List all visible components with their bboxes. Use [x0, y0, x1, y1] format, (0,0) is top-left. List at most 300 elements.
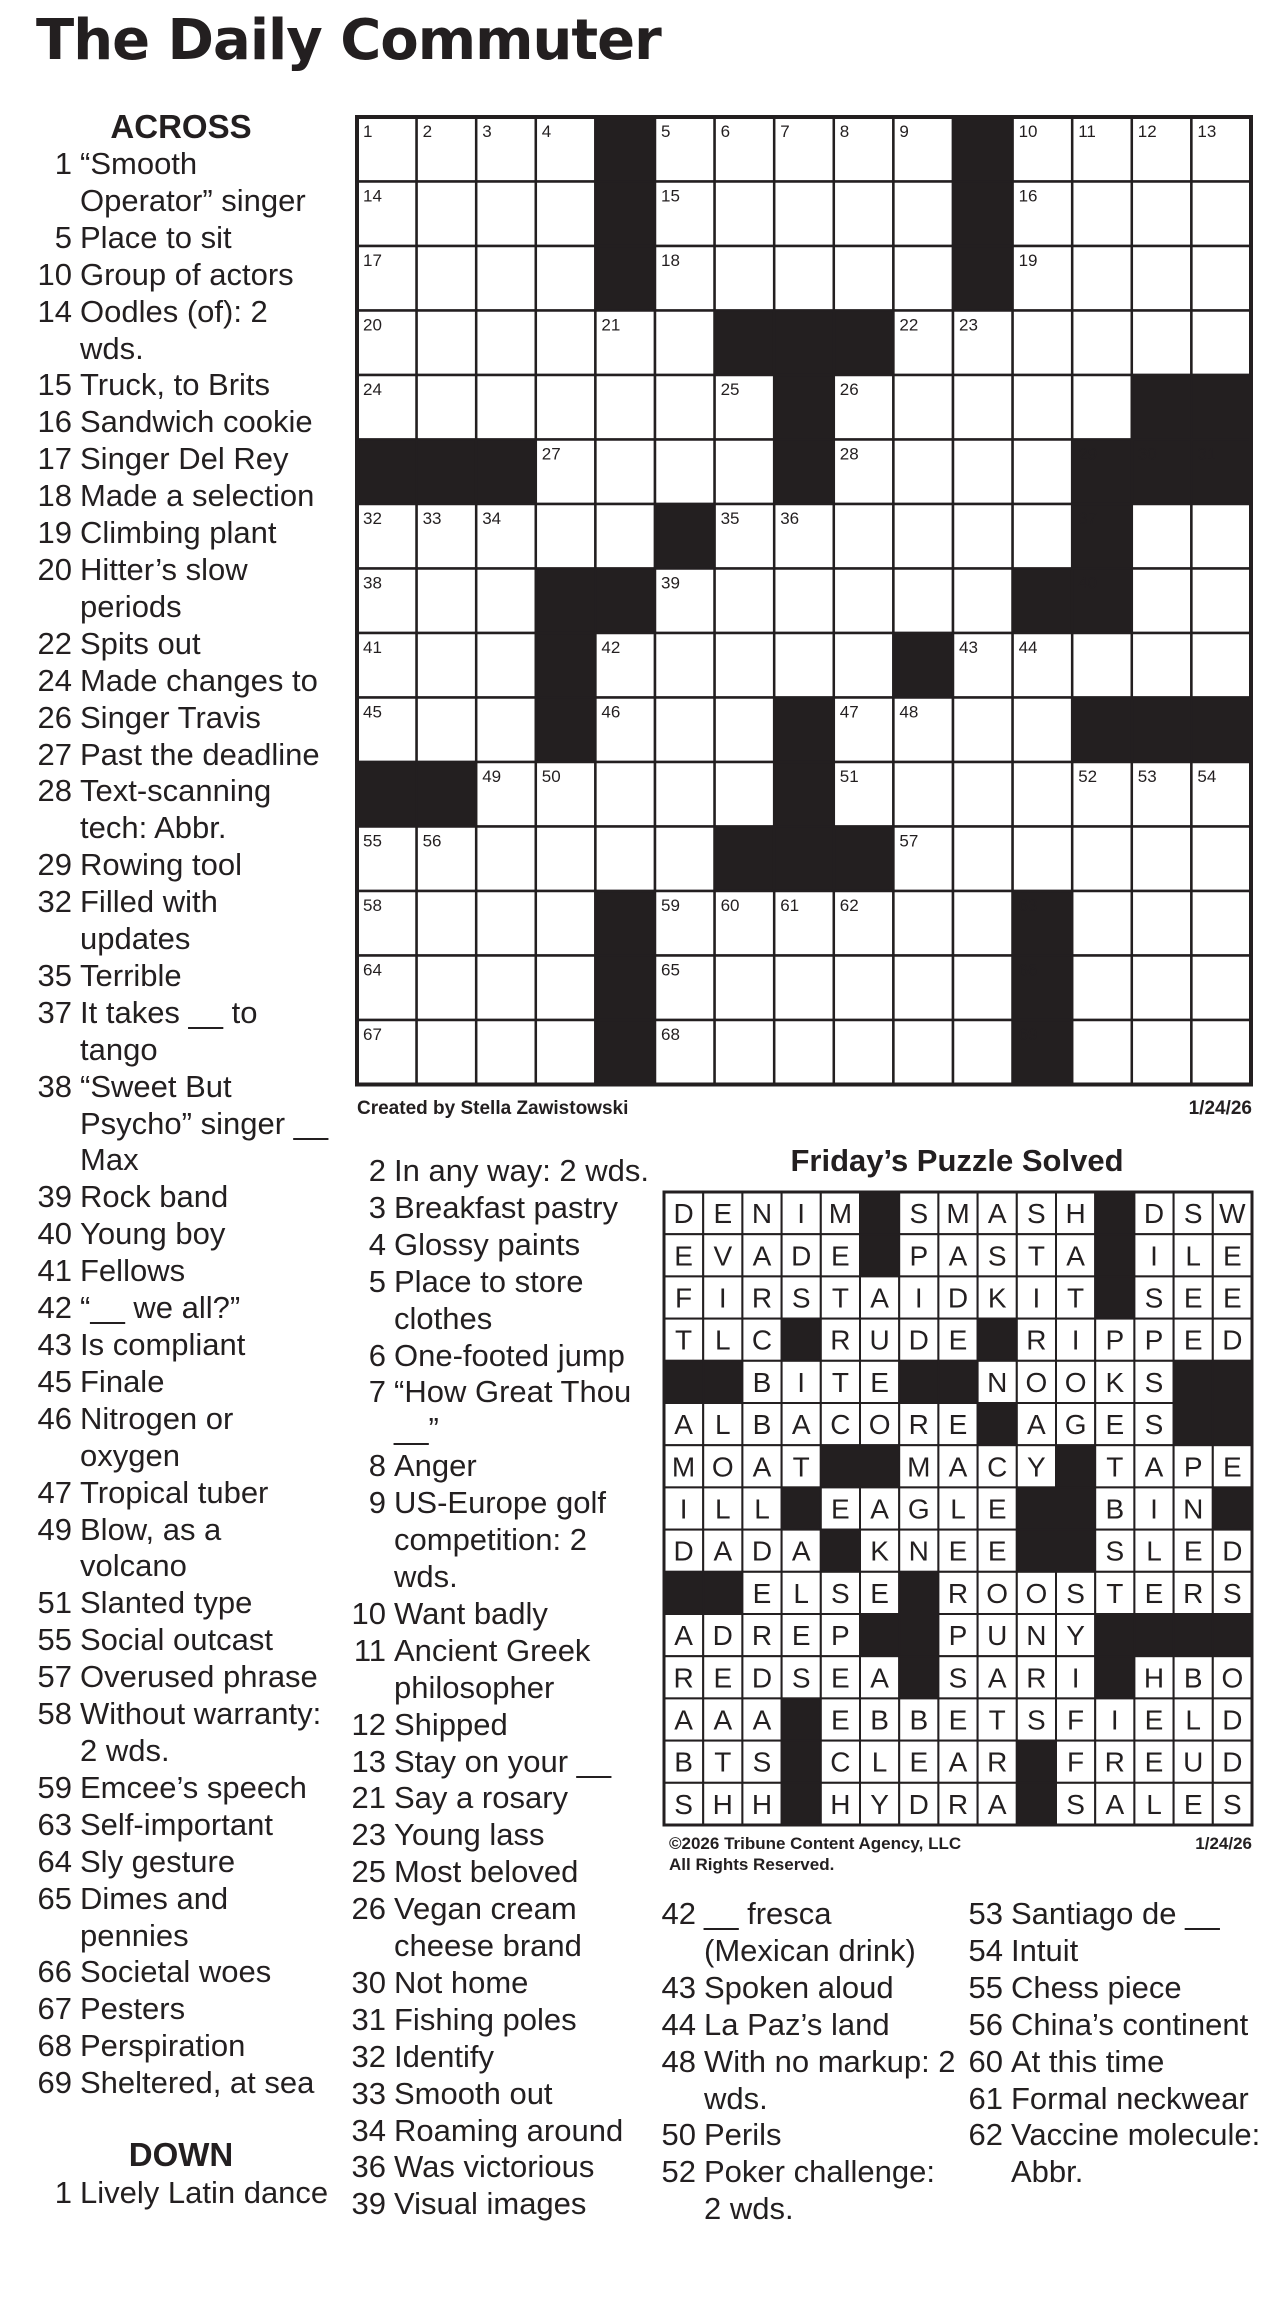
answer-cell[interactable] [417, 375, 477, 440]
clue-text: Perils [704, 2117, 782, 2153]
clue-number: 38 [37, 1068, 72, 1104]
clue-text: Want badly [394, 1595, 548, 1631]
answer-cell[interactable] [595, 827, 655, 892]
crossword-grid[interactable] [355, 115, 1255, 1090]
answer-cell[interactable] [1191, 827, 1251, 892]
cell-number: 65 [661, 960, 680, 980]
black-square [774, 698, 834, 763]
solved-letter: I [797, 1198, 806, 1230]
solved-puzzle-title: Friday’s Puzzle Solved [790, 1143, 1124, 1178]
answer-cell[interactable] [476, 698, 536, 763]
black-square [1191, 698, 1251, 763]
clue-number: 58 [37, 1696, 72, 1732]
answer-cell[interactable] [536, 504, 596, 569]
solved-letter: N [1026, 1620, 1047, 1652]
solved-letter: U [869, 1324, 890, 1356]
cell-number: 68 [661, 1025, 680, 1044]
cell-number: 52 [1078, 767, 1098, 786]
answer-cell[interactable] [476, 956, 536, 1021]
clue-text: In any way: 2 wds. [394, 1153, 650, 1188]
solved-letter: R [987, 1746, 1008, 1778]
clue-text: Vegan cream cheese brand [394, 1891, 582, 1964]
answer-cell[interactable] [774, 246, 834, 311]
answer-cell[interactable] [476, 375, 536, 440]
black-square [834, 827, 894, 892]
puzzle-credit: Created by Stella Zawistowski [357, 1098, 629, 1119]
solved-letter: A [713, 1535, 733, 1567]
black-square [1017, 1741, 1056, 1783]
clue-item [36, 367, 336, 404]
answer-cell[interactable] [536, 375, 596, 440]
answer-cell[interactable] [953, 956, 1013, 1021]
answer-cell[interactable] [834, 1020, 894, 1085]
black-square [782, 1487, 821, 1529]
black-square [1132, 698, 1192, 763]
solved-letter: S [791, 1662, 811, 1694]
clue-text: Tropical tuber [80, 1474, 269, 1510]
answer-cell[interactable] [1191, 891, 1251, 956]
solved-letter: H [712, 1788, 733, 1820]
clue-item [36, 1327, 336, 1364]
solved-letter: E [948, 1324, 968, 1356]
solved-letter: E [987, 1493, 1007, 1525]
black-square [834, 311, 894, 376]
answer-cell[interactable] [834, 569, 894, 634]
clue-text: Climbing plant [80, 515, 277, 551]
answer-cell[interactable] [536, 891, 596, 956]
clue-item [660, 1896, 960, 1970]
clue-item [36, 1696, 336, 1770]
black-square [774, 311, 834, 376]
answer-cell[interactable] [417, 633, 477, 698]
answer-cell[interactable] [953, 698, 1013, 763]
clue-number: 49 [37, 1511, 72, 1547]
answer-cell[interactable] [953, 891, 1013, 956]
solved-letter: F [1067, 1704, 1085, 1736]
clue-item [350, 1374, 650, 1448]
cell-number: 36 [780, 509, 800, 528]
answer-cell[interactable] [1132, 1020, 1192, 1085]
cell-number: 47 [839, 702, 859, 722]
answer-cell[interactable] [1191, 182, 1251, 247]
answer-cell[interactable] [1132, 311, 1192, 376]
clue-text: Poker challenge: 2 wds. [704, 2154, 935, 2227]
solved-letter: A [752, 1704, 772, 1736]
cell-number: 57 [899, 831, 919, 851]
clue-text: With no markup: 2 wds. [704, 2043, 956, 2116]
solved-letter: P [909, 1240, 929, 1272]
answer-cell[interactable] [476, 569, 536, 634]
black-square [664, 1572, 703, 1614]
black-square [782, 1698, 821, 1740]
answer-cell[interactable] [893, 891, 953, 956]
clue-text: Pesters [80, 1991, 186, 2027]
cell-number: 42 [601, 638, 621, 657]
cell-number: 11 [1078, 122, 1096, 141]
clue-number: 7 [368, 1374, 386, 1410]
answer-cell[interactable] [1072, 956, 1132, 1021]
clue-number: 53 [968, 1896, 1003, 1931]
answer-cell[interactable] [536, 956, 596, 1021]
answer-cell[interactable] [1013, 762, 1073, 827]
solved-letter: G [907, 1493, 930, 1525]
black-square [1013, 569, 1073, 634]
clue-text: Place to store clothes [394, 1263, 584, 1336]
answer-cell[interactable] [1191, 504, 1251, 569]
solved-letter: O [1221, 1662, 1244, 1694]
answer-cell[interactable] [1013, 440, 1073, 505]
solved-letter: P [831, 1620, 850, 1652]
cell-number: 60 [720, 896, 740, 915]
answer-cell[interactable] [1072, 375, 1132, 440]
black-square [1213, 1403, 1252, 1445]
answer-cell[interactable] [715, 956, 775, 1021]
solved-letter: A [987, 1788, 1007, 1820]
clue-number: 32 [351, 2038, 386, 2074]
answer-cell[interactable] [1191, 956, 1251, 1021]
cell-number: 61 [780, 896, 800, 915]
clue-number: 69 [37, 2065, 72, 2101]
solved-letter: D [791, 1240, 812, 1272]
answer-cell[interactable] [953, 375, 1013, 440]
clue-text: Sandwich cookie [80, 404, 313, 440]
answer-cell[interactable] [1132, 827, 1192, 892]
answer-cell[interactable] [417, 956, 477, 1021]
answer-cell[interactable] [774, 1020, 834, 1085]
solved-letter: M [671, 1451, 696, 1483]
answer-cell[interactable] [476, 891, 536, 956]
clue-text: Past the deadline [80, 736, 320, 772]
black-square [860, 1192, 899, 1234]
answer-cell[interactable] [715, 440, 775, 505]
solved-letter: D [908, 1788, 929, 1820]
clue-number: 5 [368, 1263, 386, 1299]
answer-cell[interactable] [536, 182, 596, 247]
answer-cell[interactable] [834, 246, 894, 311]
clue-text: Ancient Greek philosopher [394, 1632, 591, 1705]
black-square [536, 698, 596, 763]
answer-cell[interactable] [655, 633, 715, 698]
answer-cell[interactable] [715, 1020, 775, 1085]
clue-text: Is compliant [80, 1327, 246, 1362]
solved-letter: D [908, 1324, 929, 1356]
clue-text: Truck, to Brits [80, 367, 271, 403]
clue-text: Dimes and pennies [80, 1880, 229, 1953]
answer-cell[interactable] [774, 956, 834, 1021]
cell-number: 16 [1018, 186, 1038, 206]
answer-cell[interactable] [536, 246, 596, 311]
answer-cell[interactable] [893, 182, 953, 247]
solved-letter: N [1183, 1493, 1204, 1525]
answer-cell[interactable] [417, 698, 477, 763]
answer-cell[interactable] [417, 1020, 477, 1085]
cell-number: 29 [1078, 444, 1098, 464]
answer-cell[interactable] [1072, 891, 1132, 956]
black-square [782, 1741, 821, 1783]
clue-number: 20 [37, 551, 72, 587]
black-square [860, 1234, 899, 1276]
clue-item [660, 2044, 960, 2118]
clue-text: Visual images [394, 2186, 587, 2222]
clue-number: 63 [37, 1806, 72, 1842]
answer-cell[interactable] [1132, 956, 1192, 1021]
answer-cell[interactable] [834, 182, 894, 247]
black-square [953, 182, 1013, 247]
clue-number: 23 [351, 1817, 386, 1853]
clue-text: Singer Del Rey [80, 441, 289, 477]
answer-cell[interactable] [893, 1020, 953, 1085]
clue-text: “__ we all?” [80, 1290, 241, 1326]
cell-number: 30 [1137, 444, 1157, 464]
answer-cell[interactable] [1132, 504, 1192, 569]
answer-cell[interactable] [655, 698, 715, 763]
down-clue-list-4 [967, 1896, 1272, 2191]
clue-item [36, 441, 336, 478]
clue-item [36, 1991, 336, 2028]
answer-cell[interactable] [1132, 633, 1192, 698]
solved-letter: L [793, 1577, 809, 1609]
solved-letter: A [752, 1240, 772, 1272]
answer-cell[interactable] [655, 440, 715, 505]
cell-number: 10 [1018, 122, 1038, 141]
clue-text: Was victorious [394, 2149, 595, 2185]
cell-number: 20 [363, 315, 382, 335]
solved-letter: T [831, 1366, 849, 1398]
solved-letter: U [987, 1620, 1008, 1652]
clue-text: Chess piece [1011, 1969, 1182, 2005]
answer-cell[interactable] [893, 569, 953, 634]
clue-item [967, 2081, 1272, 2118]
answer-cell[interactable] [774, 569, 834, 634]
black-square [1056, 1445, 1095, 1487]
answer-cell[interactable] [953, 827, 1013, 892]
solved-letter: B [674, 1746, 693, 1778]
clue-number: 6 [368, 1337, 386, 1373]
clue-number: 25 [351, 1854, 386, 1890]
answer-cell[interactable] [774, 633, 834, 698]
answer-cell[interactable] [655, 827, 715, 892]
answer-cell[interactable] [953, 762, 1013, 827]
solved-letter: S [791, 1282, 811, 1314]
answer-cell[interactable] [417, 182, 477, 247]
down-clue-list-1 [36, 2175, 336, 2212]
answer-cell[interactable] [715, 698, 775, 763]
solved-letter: E [987, 1535, 1007, 1567]
clue-number: 1 [54, 146, 72, 181]
answer-cell[interactable] [1191, 246, 1251, 311]
answer-cell[interactable] [715, 762, 775, 827]
clue-item [36, 2175, 336, 2212]
solved-letter: D [673, 1535, 694, 1567]
cell-number: 21 [601, 315, 621, 335]
answer-cell[interactable] [417, 569, 477, 634]
solved-letter: T [792, 1451, 810, 1483]
answer-cell[interactable] [1072, 182, 1132, 247]
clue-text: Glossy paints [394, 1226, 581, 1262]
answer-cell[interactable] [1191, 1020, 1251, 1085]
solved-letter: E [674, 1240, 693, 1272]
answer-cell[interactable] [893, 440, 953, 505]
clue-number: 15 [37, 367, 72, 403]
answer-cell[interactable] [595, 762, 655, 827]
cell-number: 34 [482, 509, 502, 528]
cell-number: 31 [1197, 444, 1217, 464]
black-square [1134, 1614, 1173, 1656]
black-square [1213, 1487, 1252, 1529]
answer-cell[interactable] [1013, 311, 1073, 376]
black-square [357, 762, 417, 827]
copyright-line-2: All Rights Reserved. [669, 1855, 835, 1874]
answer-cell[interactable] [893, 504, 953, 569]
cell-number: 50 [541, 767, 561, 786]
black-square [595, 117, 655, 182]
solved-letter: R [830, 1324, 851, 1356]
answer-cell[interactable] [476, 311, 536, 376]
clue-text: “How Great Thou __” [394, 1374, 632, 1447]
answer-cell[interactable] [595, 375, 655, 440]
answer-cell[interactable] [476, 1020, 536, 1085]
answer-cell[interactable] [476, 246, 536, 311]
solved-letter: R [673, 1662, 694, 1694]
clue-text: Anger [394, 1448, 477, 1484]
clue-text: Place to sit [80, 219, 232, 255]
clue-text: One-footed jump [394, 1337, 625, 1373]
solved-letter: T [1027, 1240, 1045, 1272]
across-clue-list [36, 146, 336, 2102]
solved-letter: A [870, 1493, 889, 1525]
answer-cell[interactable] [893, 246, 953, 311]
black-square [1174, 1403, 1213, 1445]
cell-number: 24 [363, 380, 382, 399]
answer-cell[interactable] [715, 182, 775, 247]
clue-item [350, 1153, 650, 1190]
solved-letter: B [1183, 1662, 1203, 1694]
answer-cell[interactable] [1013, 698, 1073, 763]
answer-cell[interactable] [1013, 375, 1073, 440]
answer-cell[interactable] [953, 504, 1013, 569]
solved-letter: E [1223, 1451, 1242, 1483]
answer-cell[interactable] [417, 311, 477, 376]
clue-number: 43 [661, 1969, 696, 2005]
solved-letter: T [1106, 1577, 1124, 1609]
answer-cell[interactable] [1132, 246, 1192, 311]
answer-cell[interactable] [476, 827, 536, 892]
clue-item [350, 1891, 650, 1965]
solved-letter: A [987, 1662, 1007, 1694]
answer-cell[interactable] [1072, 246, 1132, 311]
answer-cell[interactable] [1191, 569, 1251, 634]
answer-cell[interactable] [595, 440, 655, 505]
solved-letter: C [751, 1324, 773, 1356]
clue-number: 16 [37, 404, 72, 440]
answer-cell[interactable] [893, 375, 953, 440]
clue-item [36, 773, 336, 847]
answer-cell[interactable] [834, 633, 894, 698]
answer-cell[interactable] [715, 569, 775, 634]
cell-number: 55 [363, 831, 382, 851]
answer-cell[interactable] [1072, 827, 1132, 892]
solved-letter: D [712, 1620, 733, 1652]
answer-cell[interactable] [536, 827, 596, 892]
answer-cell[interactable] [953, 1020, 1013, 1085]
answer-cell[interactable] [893, 956, 953, 1021]
answer-cell[interactable] [1132, 182, 1192, 247]
clue-number: 67 [37, 1991, 72, 2027]
black-square [715, 311, 775, 376]
answer-cell[interactable] [1072, 1020, 1132, 1085]
solved-letter: S [1144, 1409, 1164, 1441]
answer-cell[interactable] [715, 633, 775, 698]
cell-number: 41 [363, 638, 382, 657]
answer-cell[interactable] [1132, 569, 1192, 634]
black-square [536, 569, 596, 634]
answer-cell[interactable] [715, 246, 775, 311]
solved-letter: S [1027, 1198, 1046, 1230]
answer-cell[interactable] [1013, 827, 1073, 892]
answer-cell[interactable] [476, 182, 536, 247]
answer-cell[interactable] [1072, 311, 1132, 376]
answer-cell[interactable] [834, 504, 894, 569]
answer-cell[interactable] [655, 762, 715, 827]
answer-cell[interactable] [953, 569, 1013, 634]
answer-cell[interactable] [655, 375, 715, 440]
solved-letter: A [713, 1704, 733, 1736]
black-square [821, 1530, 860, 1572]
answer-cell[interactable] [774, 182, 834, 247]
clue-number: 51 [37, 1585, 72, 1621]
solved-puzzle-grid [662, 1190, 1255, 1830]
answer-cell[interactable] [476, 633, 536, 698]
answer-cell[interactable] [1191, 311, 1251, 376]
answer-cell[interactable] [893, 762, 953, 827]
solved-letter: F [1067, 1746, 1085, 1778]
answer-cell[interactable] [1132, 891, 1192, 956]
answer-cell[interactable] [536, 311, 596, 376]
solved-letter: E [1223, 1282, 1242, 1314]
solved-letter: A [674, 1704, 693, 1736]
clue-number: 57 [37, 1659, 72, 1695]
black-square [1017, 1783, 1056, 1825]
answer-cell[interactable] [536, 1020, 596, 1085]
solved-letter: C [830, 1409, 851, 1441]
solved-letter: A [1105, 1788, 1125, 1820]
clue-text: __ fresca (Mexican drink) [704, 1896, 916, 1968]
solved-letter: B [752, 1366, 772, 1398]
clue-text: Most beloved [394, 1854, 579, 1890]
cell-number: 23 [959, 315, 978, 335]
answer-cell[interactable] [417, 246, 477, 311]
answer-cell[interactable] [417, 891, 477, 956]
clue-number: 10 [37, 256, 72, 292]
clue-item [36, 1290, 336, 1327]
clue-item [36, 220, 336, 257]
solved-letter: K [870, 1535, 889, 1567]
cell-number: 58 [363, 896, 382, 915]
clue-number: 34 [351, 2112, 386, 2148]
black-square [1056, 1487, 1095, 1529]
answer-cell[interactable] [595, 504, 655, 569]
cell-number: 62 [839, 896, 859, 915]
answer-cell[interactable] [1072, 633, 1132, 698]
answer-cell[interactable] [655, 311, 715, 376]
answer-cell[interactable] [1191, 633, 1251, 698]
clue-text: Filled with updates [80, 884, 218, 957]
answer-cell[interactable] [1013, 504, 1073, 569]
clue-number: 64 [37, 1843, 72, 1879]
answer-cell[interactable] [834, 956, 894, 1021]
answer-cell[interactable] [953, 440, 1013, 505]
black-square [1095, 1276, 1134, 1318]
